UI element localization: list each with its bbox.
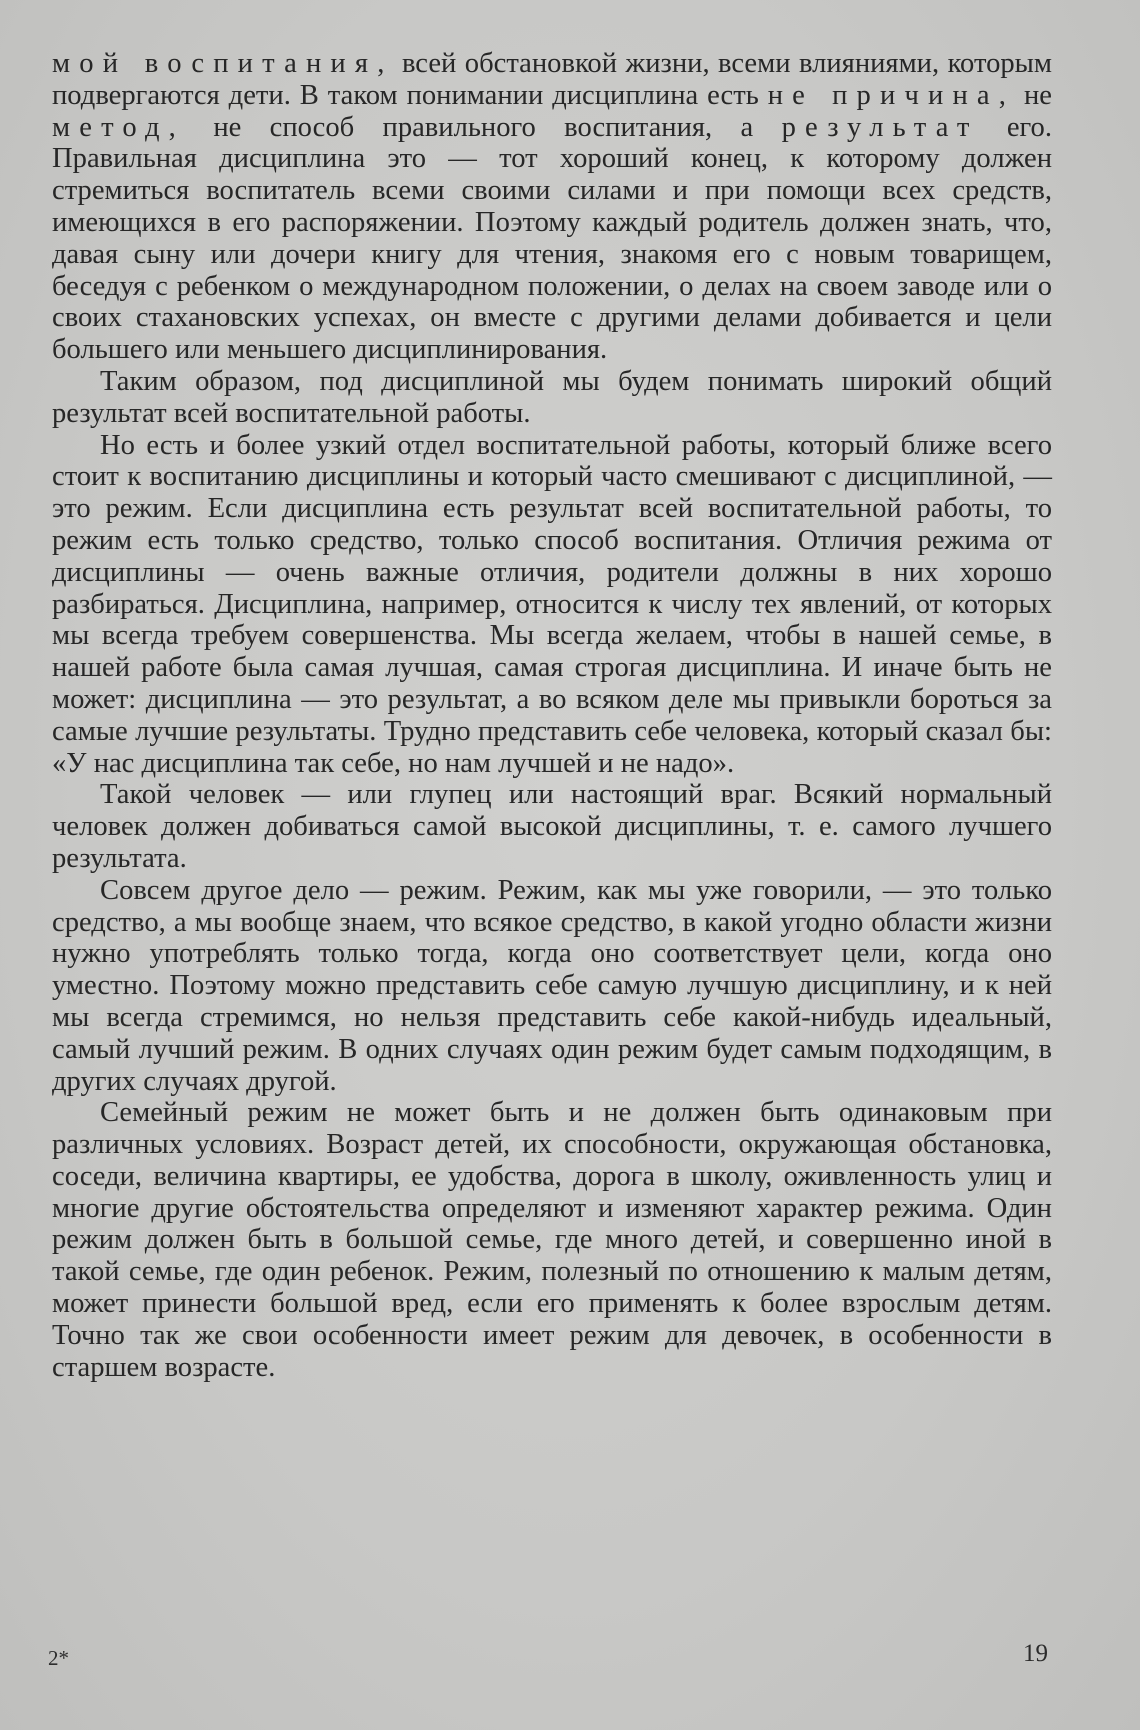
p1-seg-4: метод, [52,111,185,143]
p1-seg-6: результат [781,111,979,143]
p1-seg-3: не [1015,79,1052,111]
paragraph-5: Совсем другое дело — режим. Режим, как мы уже говорили, — это только средство, а мы вообще знаем, что всякое средство, в какой угодно области жизни нужно употреблять только тогда, когда оно соответствует цели, когда оно уместно. Поэтому можно представить себе самую лучшую дисциплину, и к ней мы всегда стремимся, но нельзя представить себе какой-нибудь идеальный, самый лучший режим. В одних случаях один режим будет самым подходящим, в других случаях другой. [52,874,1052,1097]
paragraph-4: Такой человек — или глупец или настоящий враг. Всякий нормальный человек должен добиваться самой высокой дисциплины, т. е. самого лучшего результата. [52,779,1052,874]
p1-seg-7: его. Правильная дисциплина это — тот хороший конец, к которому должен стремиться воспитатель всеми своими силами и при помощи всех средств, имеющихся в его распоряжении. Поэтому каждый родитель должен знать, что, давая сыну или дочери книгу для чтения, знакомя его с новым товарищем, беседуя с ребенком о международном положении, о делах на своем заводе или о своих стахановских успехах, он вместе с другими делами добивается и цели большего или меньшего дисциплинирования. [52,111,1052,366]
p1-seg-0: мой воспитания, [52,48,394,79]
paragraph-1 [52,48,1052,366]
paragraph-2: Таким образом, под дисциплиной мы будем понимать широкий общий результат всей воспитательной работы. [52,365,1052,429]
p1-seg-1: всей обстановкой жизни, всеми влияниями, которым подвергаются дети. В таком понимании дисциплина есть [52,48,1052,111]
paragraph-6: Семейный режим не может быть и не должен быть одинаковым при различных условиях. Возраст детей, их способности, окружающая обстановка, соседи, величина квартиры, ее удобства, дорога в школу, оживленность улиц и многие другие обстоятельства определяют и изменяют характер режима. Один режим должен быть в большой семье, где много детей, и совершенно иной в такой семье, где один ребенок. Режим, полезный по отношению к малым детям, может принести большой вред, если его применять к более взрослым детям. Точно так же свои особенности имеет режим для девочек, в особенности в старшем возрасте. [52,1097,1052,1383]
signature-mark: 2* [48,1646,69,1670]
p1-seg-2: не причина, [767,79,1016,111]
paragraph-3: Но есть и более узкий отдел воспитательной работы, который ближе всего стоит к воспитанию дисциплины и который часто смешивают с дисциплиной, — это режим. Если дисциплина есть результат всей воспитательной работы, то режим есть только средство, только способ воспитания. Отличия режима от дисциплины — очень важные отличия, родители должны в них хорошо разбираться. Дисциплина, например, относится к числу тех явлений, от которых мы всегда требуем совершенства. Мы всегда желаем, чтобы в нашей семье, в нашей работе была самая лучшая, самая строгая дисциплина. И иначе быть не может: дисциплина — это результат, а во всяком деле мы привыкли бороться за самые лучшие результаты. Трудно представить себе человека, который сказал бы: «У нас дисциплина так себе, но нам лучшей и не надо». [52,429,1052,779]
page-number: 19 [1023,1640,1048,1667]
p1-seg-5: не способ правильного воспитания, а [185,111,782,143]
body-text [52,48,1052,1383]
